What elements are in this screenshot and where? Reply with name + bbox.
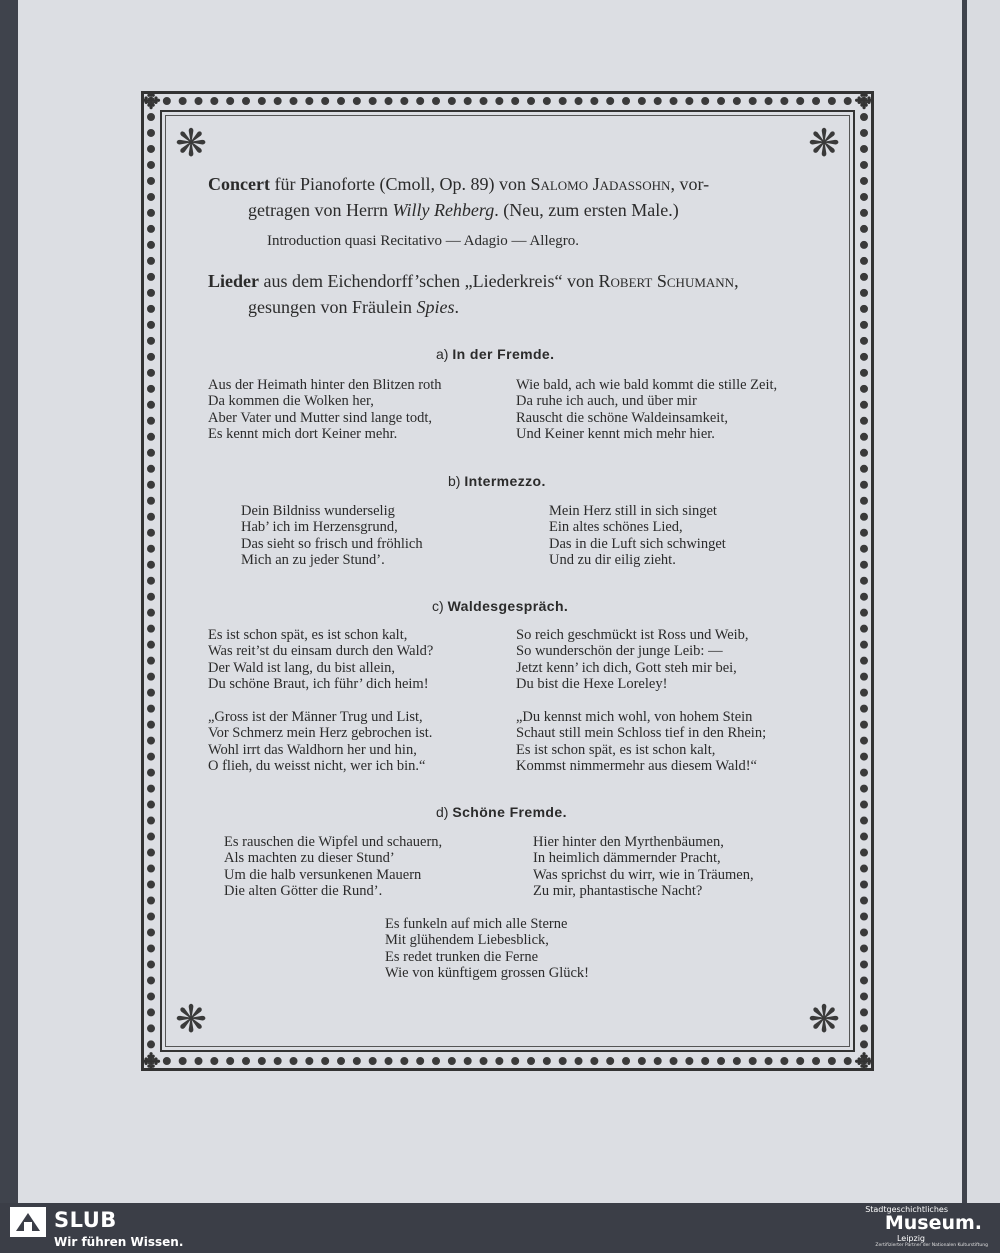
song-c-stanza-1-right: [516, 627, 749, 692]
ornamental-border-inner-line: [165, 115, 850, 1047]
rosette-icon: ❋: [808, 997, 840, 1041]
verse-line: Hab’ ich im Herzensgrund,: [241, 519, 398, 536]
lieder-text-end: ,: [734, 271, 739, 291]
verse-line: Rauscht die schöne Waldeinsamkeit,: [516, 409, 728, 426]
song-letter: b): [448, 473, 461, 489]
verse-line: Du bist die Hexe Loreley!: [516, 675, 668, 692]
verse-line: Du schöne Braut, ich führ’ dich heim!: [208, 675, 429, 692]
concert-line-1: [208, 174, 709, 195]
rosette-icon: ❋: [808, 121, 840, 165]
song-c-stanza-2-right: [516, 709, 766, 774]
museum-label-top: Stadtgeschichtliches: [865, 1205, 948, 1214]
lieder-label: Lieder: [208, 271, 259, 291]
verse-line: Hier hinter den Myrthenbäumen,: [533, 834, 724, 850]
rosette-icon: ❋: [175, 121, 207, 165]
concert-note: . (Neu, zum ersten Male.): [494, 200, 679, 220]
corner-ornament-icon: ✥: [853, 87, 875, 115]
lieder-text-end: .: [454, 297, 459, 317]
verse-line: Es redet trunken die Ferne: [385, 948, 539, 965]
song-d-heading: [436, 804, 567, 820]
concert-movements: Introduction quasi Recitativo — Adagio — Allegro.: [267, 233, 580, 249]
verse-line: Das in die Luft sich schwinget: [549, 535, 726, 552]
slub-tagline: Wir führen Wissen.: [54, 1235, 184, 1249]
song-a-heading: [436, 346, 554, 362]
verse-line: Es ist schon spät, es ist schon kalt,: [516, 741, 716, 758]
song-a-stanza-right: [516, 377, 777, 442]
verse-line: Aus der Heimath hinter den Blitzen roth: [208, 377, 442, 393]
verse-line: Mein Herz still in sich singet: [549, 503, 717, 519]
verse-line: Es rauschen die Wipfel und schauern,: [224, 834, 443, 850]
verse-line: In heimlich dämmernder Pracht,: [533, 850, 721, 867]
song-c-stanza-2-left: [208, 709, 432, 774]
verse-line: Es kennt mich dort Keiner mehr.: [208, 425, 398, 442]
concert-composer: Salomo Jadassohn: [530, 174, 671, 194]
verse-line: So reich geschmückt ist Ross und Weib,: [516, 627, 749, 643]
corner-ornament-icon: ✥: [853, 1048, 875, 1076]
song-letter: c): [432, 598, 444, 614]
concert-performer: Willy Rehberg: [392, 200, 495, 220]
verse-line: Wie von künftigem grossen Glück!: [385, 964, 589, 981]
song-letter: d): [436, 804, 449, 820]
verse-line: Da ruhe ich auch, und über mir: [516, 393, 697, 410]
museum-city: Leipzig: [896, 1234, 925, 1243]
corner-ornament-icon: ✥: [140, 1048, 162, 1076]
verse-line: Das sieht so frisch und fröhlich: [241, 535, 423, 552]
verse-line: Um die halb versunkenen Mauern: [224, 866, 422, 883]
verse-line: Schaut still mein Schloss tief in den Rhein;: [516, 725, 767, 742]
song-d-stanza-right: [533, 834, 754, 899]
concert-line-2: [248, 200, 679, 221]
verse-line: „Gross ist der Männer Trug und List,: [208, 709, 423, 725]
song-b-heading: [448, 473, 546, 489]
concert-text-end: , vor-: [670, 174, 710, 194]
verse-line: Der Wald ist lang, du bist allein,: [208, 659, 396, 676]
song-b-stanza-right: [549, 503, 726, 568]
concert-text: für Pianoforte (Cmoll, Op. 89) von: [269, 174, 531, 194]
verse-line: Kommst nimmermehr aus diesem Wald!“: [516, 757, 757, 774]
verse-line: Mich an zu jeder Stund’.: [241, 551, 385, 568]
verse-line: Mit glühendem Liebesblick,: [385, 932, 549, 949]
lieder-singer: Spies: [416, 297, 455, 317]
concert-label: Concert: [208, 174, 270, 194]
song-b-stanza-left: [241, 503, 423, 568]
museum-name[interactable]: Museum.: [884, 1212, 982, 1234]
song-title: Intermezzo.: [464, 473, 546, 489]
lieder-line-1: [208, 271, 739, 292]
verse-line: Zu mir, phantastische Nacht?: [533, 882, 703, 899]
verse-line: So wunderschön der junge Leib: —: [516, 643, 723, 660]
song-title: In der Fremde.: [452, 346, 555, 362]
verse-line: Da kommen die Wolken her,: [208, 393, 374, 410]
verse-line: O flieh, du weisst nicht, wer ich bin.“: [208, 757, 426, 774]
verse-line: Dein Bildniss wunderselig: [241, 503, 395, 519]
verse-line: Ein altes schönes Lied,: [549, 519, 683, 536]
verse-line: Wie bald, ach wie bald kommt die stille Zeit,: [516, 377, 778, 393]
verse-line: „Du kennst mich wohl, von hohem Stein: [516, 709, 753, 725]
verse-line: Es funkeln auf mich alle Sterne: [385, 916, 568, 932]
concert-performed-by: getragen von Herrn: [248, 200, 393, 220]
song-c-stanza-1-left: [208, 627, 433, 692]
verse-line: Es ist schon spät, es ist schon kalt,: [208, 627, 408, 643]
verse-line: Vor Schmerz mein Herz gebrochen ist.: [208, 725, 433, 742]
verse-line: Was sprichst du wirr, wie in Träumen,: [533, 866, 754, 883]
lieder-line-2: [248, 297, 459, 318]
lieder-sung-by: gesungen von Fräulein: [248, 297, 417, 317]
verse-line: Was reit’st du einsam durch den Wald?: [208, 643, 434, 660]
verse-line: Und zu dir eilig zieht.: [549, 551, 676, 568]
verse-line: Wohl irrt das Waldhorn her und hin,: [208, 741, 417, 758]
song-letter: a): [436, 346, 449, 362]
song-d-stanza-center: [385, 916, 589, 981]
verse-line: Als machten zu dieser Stund’: [224, 850, 395, 867]
song-title: Waldesgespräch.: [447, 598, 569, 614]
museum-certification: Zertifizierter Partner der Nationalen Kulturstiftung: [875, 1243, 988, 1248]
slub-name[interactable]: SLUB: [54, 1208, 117, 1232]
verse-line: Die alten Götter die Rund’.: [224, 882, 383, 899]
song-d-stanza-left: [224, 834, 442, 899]
rosette-icon: ❋: [175, 997, 207, 1041]
song-title: Schöne Fremde.: [452, 804, 567, 820]
lieder-composer: Robert Schumann: [598, 271, 735, 291]
corner-ornament-icon: ✥: [140, 87, 162, 115]
verse-line: Und Keiner kennt mich mehr hier.: [516, 425, 715, 442]
adjacent-page-edge: [967, 0, 1000, 1203]
song-c-heading: [432, 598, 568, 614]
song-a-stanza-left: [208, 377, 442, 442]
verse-line: Jetzt kenn’ ich dich, Gott steh mir bei,: [516, 659, 737, 676]
lieder-text: aus dem Eichendorff’schen „Liederkreis“ von: [259, 271, 599, 291]
slub-logo-icon[interactable]: [10, 1207, 46, 1237]
verse-line: Aber Vater und Mutter sind lange todt,: [208, 409, 433, 426]
